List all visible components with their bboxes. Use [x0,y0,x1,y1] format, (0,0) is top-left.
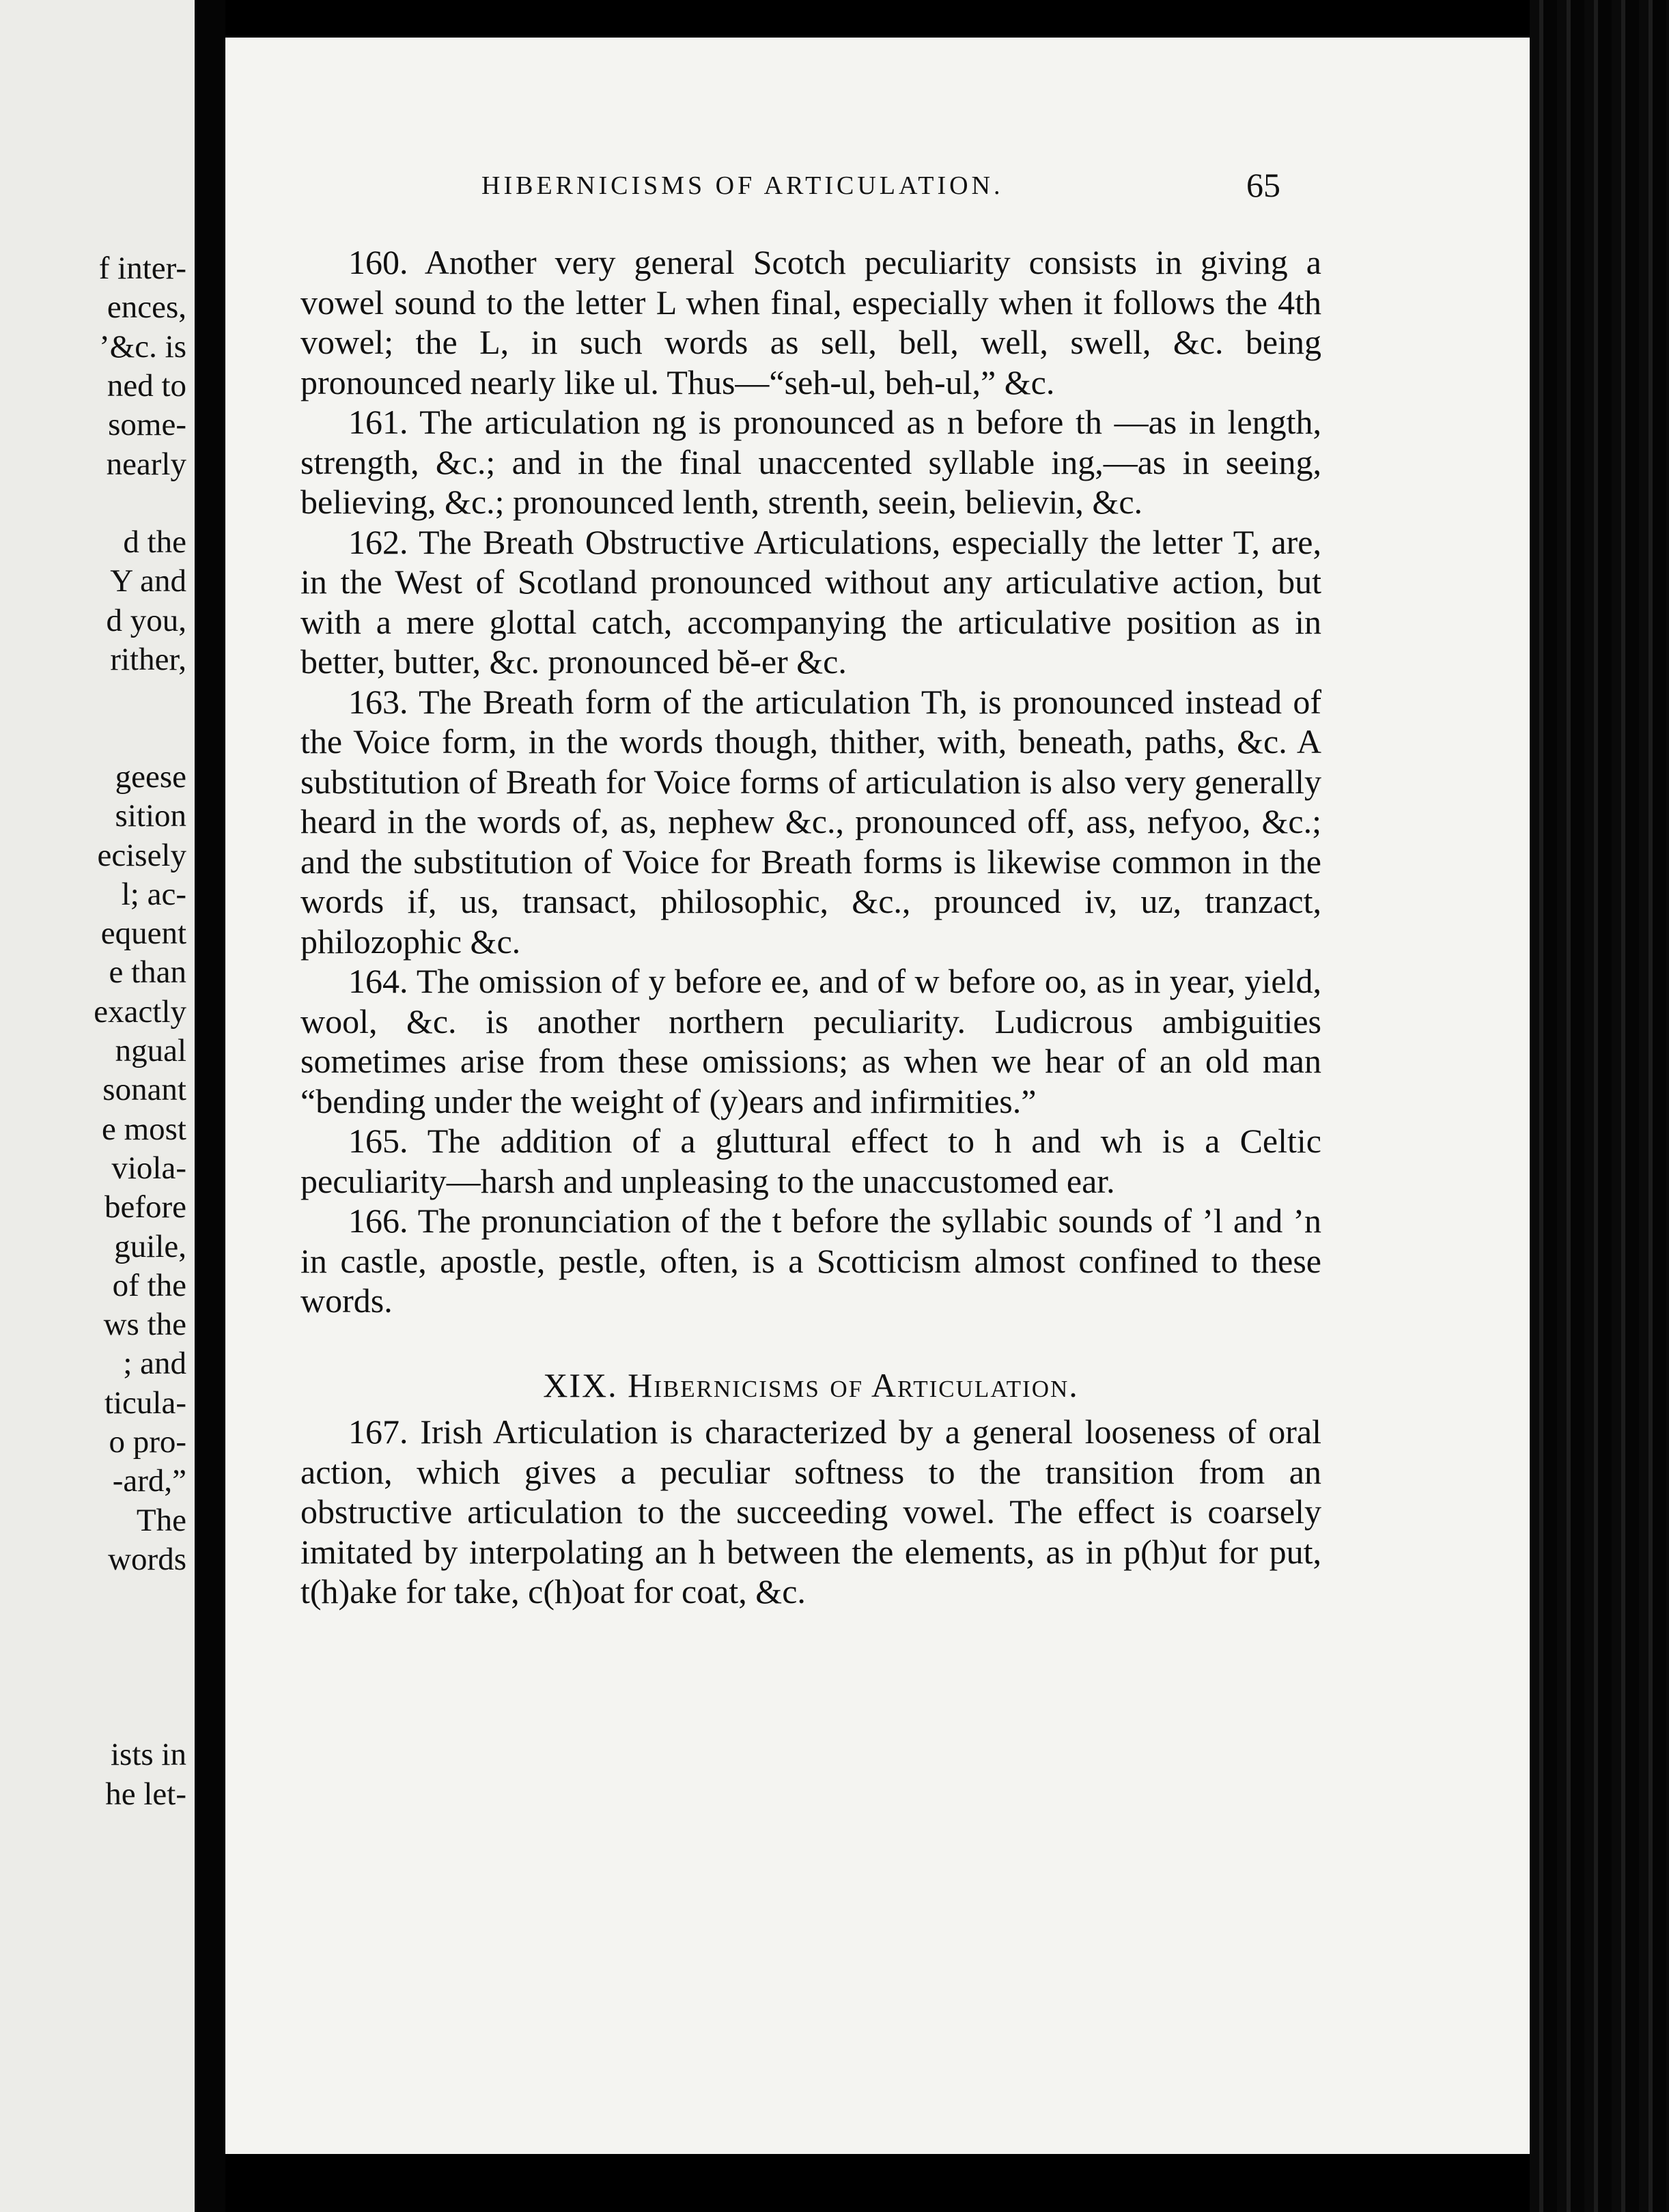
facing-page-line: ecisely [97,837,186,873]
facing-page-line: e most [101,1111,186,1147]
facing-page-line: ngual [115,1033,186,1068]
facing-page-line: l; ac- [121,876,186,912]
paragraph-165: 165. The addition of a gluttural effect to h and wh is a Celtic peculiarity—harsh and unpleasing to the unaccustomed ear. [300,1122,1321,1200]
facing-page-line: ws the [103,1307,186,1343]
facing-page-line: geese [115,758,186,795]
facing-page-line: o pro- [109,1424,186,1460]
facing-page-line: ticula- [104,1385,186,1421]
facing-page-line: before [104,1189,186,1225]
book-page [225,38,1530,2154]
facing-page-line: ned to [107,367,186,403]
facing-page-line: sition [115,798,186,834]
paragraph-166: 166. The pronunciation of the t before the syllabic sounds of ’l and ’n in castle, apostle, pestle, often, is a Scotticism almost confined to these words. [300,1202,1321,1320]
facing-page-line: exactly [94,993,186,1030]
facing-page-line: sonant [102,1072,186,1108]
facing-page-line: e than [109,954,186,991]
facing-page-line: viola- [111,1150,186,1186]
paragraph-161: 161. The articulation ng is pronounced as n before th —as in length, strength, &c.; and in the final unaccented syllable ing,—as in seeing, believing, &c.; pronounced lenth, strenth, seein, believin, &c. [300,403,1321,521]
facing-page-line: ists in [110,1737,186,1773]
facing-page-fragment [0,0,195,2212]
facing-page-line: equent [100,916,186,952]
page-body [300,242,1321,1612]
running-head-title: HIBERNICISMS OF ARTICULATION. [481,171,1004,200]
page-number: 65 [1246,166,1280,204]
paragraph-164: 164. The omission of y before ee, and of w before oo, as in year, yield, wool, &c. is another northern peculiarity. Ludicrous ambiguities sometimes arise from these omissions; as when we hear of an old man “bending under the weight of (y)ears and infirmities.” [300,962,1321,1120]
paragraph-167: 167. Irish Articulation is characterized by a general looseness of oral action, which gives a peculiar softness to the transition from an obstructive articulation to the succeeding vowel. The effect is coarsely imitated by interpolating an h between the elements, as in p(h)ut for put, t(h)ake for take, c(h)oat for coat, &c. [300,1413,1321,1611]
facing-page-line: some- [108,407,186,443]
facing-page-line: ences, [107,289,186,326]
paragraph-163: 163. The Breath form of the articulation Th, is pronounced instead of the Voice form, in the words though, thither, with, beneath, paths, &c. A substitution of Breath for Voice forms of articulation is also very generally heard in the words of, as, nephew &c., pronounced off, ass, nefyoo, &c.; and the substitution of Voice for Breath forms is likewise common in the words if, us, transact, philosophic, &c., prounced iv, uz, tranzact, philozophic &c. [300,682,1321,961]
facing-page-line: he let- [105,1776,186,1812]
facing-page-line: f inter- [98,251,186,286]
facing-page-line: nearly [106,446,186,482]
book-gutter [195,0,225,2212]
facing-page-line: The [136,1502,186,1538]
section-heading: XIX. Hibernicisms of Articulation. [543,1365,1079,1404]
book-binding-edge [1530,0,1669,2212]
facing-page-line: guile, [114,1228,186,1264]
paragraph-162: 162. The Breath Obstructive Articulations, especially the letter T, are, in the West of Scotland pronounced without any articulative action, but with a mere glottal catch, accompanying the articulative position as in better, butter, &c. pronounced bĕ-er &c. [300,522,1321,681]
facing-page-line: Y and [110,563,186,599]
facing-page-line: ; and [123,1346,186,1382]
facing-page-line: d you, [106,602,186,638]
paragraph-160: 160. Another very general Scotch peculiarity consists in giving a vowel sound to the letter L when final, especially when it follows the 4th vowel; the L, in such words as sell, bell, well, swell, &c. being pronounced nearly like ul. Thus—“seh-ul, beh-ul,” &c. [300,243,1321,401]
facing-page-line: d the [123,524,186,561]
facing-page-line: -ard,” [112,1463,186,1499]
running-head [225,166,1530,218]
facing-page-line: words [108,1541,186,1577]
facing-page-line: rither, [110,642,186,677]
facing-page-line: of the [112,1267,186,1303]
facing-page-line: ’&c. is [99,328,186,365]
